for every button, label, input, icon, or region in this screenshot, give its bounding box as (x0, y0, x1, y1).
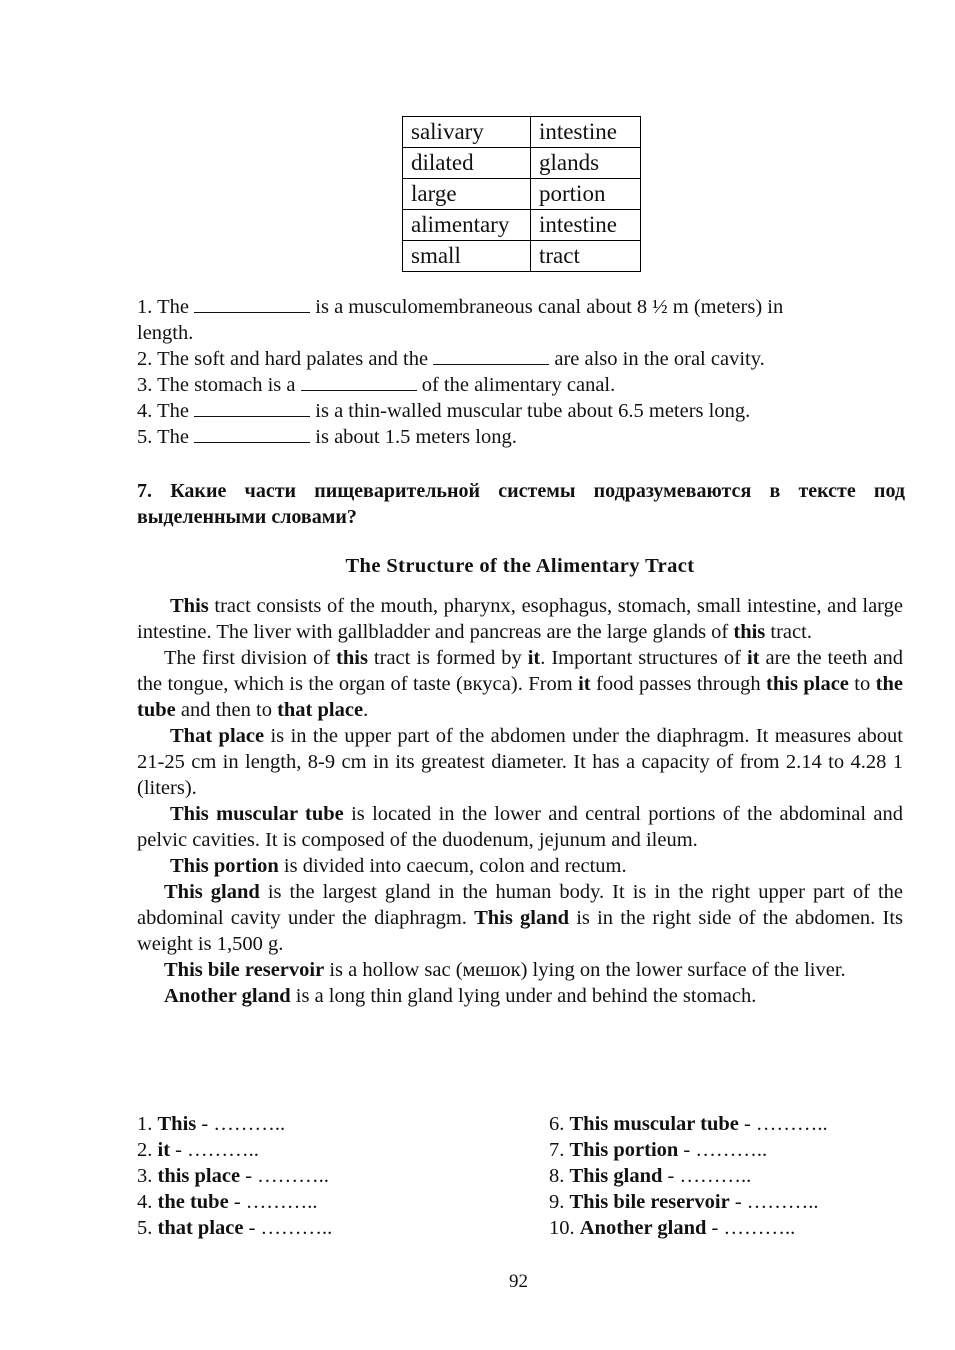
answer-dots: - ……….. (706, 1217, 796, 1239)
text: . (363, 699, 369, 721)
text: . Important structures of (540, 647, 747, 669)
paragraph (137, 957, 903, 983)
highlight: the tube (137, 673, 903, 721)
paragraph (137, 593, 903, 645)
highlight: This portion (170, 855, 279, 877)
page-number: 92 (509, 1271, 528, 1292)
answer-term: This (157, 1113, 197, 1135)
answer-list-right (549, 1111, 828, 1241)
answer-term: this place (157, 1165, 241, 1187)
table-row (403, 241, 641, 272)
answer-term: This portion (569, 1139, 679, 1161)
answer-dots: - ……….. (240, 1165, 329, 1187)
answer-item (549, 1163, 828, 1189)
answer-item (137, 1163, 332, 1189)
text: is the largest gland in the human body. It is in the right upper part of the abdominal cavity under the diaphragm. (137, 881, 903, 929)
table-cell: intestine (531, 117, 641, 148)
answer-dots: - ……….. (662, 1165, 752, 1187)
text: are the teeth and the tongue, which is the organ of taste (вкуса). From (137, 647, 903, 695)
item-rest: is about 1.5 meters long. (315, 426, 517, 448)
answer-term: This muscular tube (569, 1113, 739, 1135)
answer-item (137, 1189, 332, 1215)
exercise-item (137, 372, 905, 398)
answer-number: 7. (549, 1139, 570, 1161)
highlight: Another gland (164, 985, 291, 1007)
table-cell: tract (531, 241, 641, 272)
exercise-item (137, 294, 905, 320)
table-cell: intestine (531, 210, 641, 241)
answer-term: that place (157, 1217, 244, 1239)
highlight: it (746, 647, 760, 669)
paragraph (137, 645, 903, 723)
text: to (848, 673, 876, 695)
text: tract is formed by (367, 647, 528, 669)
blank-line (194, 398, 310, 417)
blank-line (301, 372, 417, 391)
item-start: 3. The stomach is a (137, 374, 296, 396)
paragraph (137, 983, 903, 1009)
reading-text (137, 593, 903, 1009)
paragraph (137, 723, 903, 801)
answer-term: Another gland (579, 1217, 707, 1239)
highlight: this (336, 647, 368, 669)
text: is a long thin gland lying under and behind the stomach. (290, 985, 757, 1007)
text: is in the upper part of the abdomen under the diaphragm. It measures about 21-25 cm in length, 8-9 cm in its greatest diameter. It has a capacity of from 2.14 to 4.28 1 (liters). (137, 725, 903, 799)
task-7-line-2: выделенными словами? (137, 506, 357, 528)
paragraph (137, 879, 903, 957)
item-rest: of the alimentary canal. (421, 374, 616, 396)
answer-number: 3. (137, 1165, 158, 1187)
answer-number: 6. (549, 1113, 570, 1135)
blank-line (433, 346, 549, 365)
paragraph (137, 801, 903, 853)
exercise-item (137, 424, 905, 450)
highlight: This muscular tube (170, 803, 344, 825)
fill-in-exercise (137, 294, 905, 450)
text: food passes through (590, 673, 767, 695)
answer-number: 10. (549, 1217, 580, 1239)
blank-line (194, 294, 310, 313)
highlight: This gland (164, 881, 260, 903)
blank-line (194, 424, 310, 443)
item-start: 1. The (137, 296, 190, 318)
table-cell: portion (531, 179, 641, 210)
text: is located in the lower and central portions of the abdominal and pelvic cavities. It is composed of the duodenum, jejunum and ileum. (137, 803, 904, 851)
answer-item (137, 1215, 332, 1241)
highlight: This (170, 595, 209, 617)
answer-dots: - ……….. (243, 1217, 333, 1239)
item-rest: is a thin-walled muscular tube about 6.5 meters long. (315, 400, 751, 422)
answer-term: it (157, 1139, 171, 1161)
answer-item (549, 1111, 828, 1137)
answer-dots: - ……….. (678, 1139, 768, 1161)
answer-item (137, 1111, 332, 1137)
answer-list-left (137, 1111, 332, 1241)
answer-dots: - ……….. (228, 1191, 318, 1213)
highlight: it (527, 647, 541, 669)
reading-title: The Structure of the Alimentary Tract (345, 555, 695, 577)
item-rest: is a musculomembraneous canal about 8 ½ m (meters) in (315, 296, 784, 318)
highlight: That place (170, 725, 265, 747)
answer-item (137, 1137, 332, 1163)
paragraph (137, 853, 903, 879)
answer-term: This bile reservoir (569, 1191, 730, 1213)
item-start: 4. The (137, 400, 190, 422)
answer-dots: - ……….. (729, 1191, 819, 1213)
table-cell: small (403, 241, 531, 272)
answer-number: 9. (549, 1191, 570, 1213)
answer-term: This gland (569, 1165, 663, 1187)
item-rest: are also in the oral cavity. (554, 348, 765, 370)
table-row (403, 117, 641, 148)
answer-dots: - ……….. (738, 1113, 828, 1135)
exercise-item-continued: length. (137, 322, 194, 344)
answer-term: the tube (157, 1191, 229, 1213)
text: is divided into caecum, colon and rectum. (278, 855, 627, 877)
answer-dots: - ……….. (196, 1113, 286, 1135)
table-cell: salivary (403, 117, 531, 148)
table-row (403, 179, 641, 210)
highlight: that place (277, 699, 364, 721)
exercise-item (137, 346, 905, 372)
item-start: 5. The (137, 426, 190, 448)
text: tract. (765, 621, 812, 643)
task-7-line-1: 7. Какие части пищеварительной системы подразумеваются в тексте под (137, 480, 905, 502)
answer-item (549, 1215, 828, 1241)
highlight: this (733, 621, 766, 643)
text: is a hollow sac (мешок) lying on the lower surface of the liver. (324, 959, 846, 981)
highlight: This bile reservoir (164, 959, 325, 981)
answer-number: 5. (137, 1217, 158, 1239)
table-row (403, 148, 641, 179)
word-table (402, 116, 641, 272)
text: The first division of (164, 647, 337, 669)
answer-dots: - ……….. (170, 1139, 259, 1161)
highlight: it (578, 673, 591, 695)
text: is in the right side of the abdomen. Its weight is 1,500 g. (137, 907, 903, 955)
answer-item (549, 1137, 828, 1163)
exercise-item (137, 398, 905, 424)
answer-number: 8. (549, 1165, 570, 1187)
highlight: this place (766, 673, 849, 695)
answer-number: 2. (137, 1139, 158, 1161)
answer-item (549, 1189, 828, 1215)
table-cell: dilated (403, 148, 531, 179)
table-cell: alimentary (403, 210, 531, 241)
task-7-heading (137, 478, 905, 530)
table-row (403, 210, 641, 241)
text: tract consists of the mouth, pharynx, esophagus, stomach, small intestine, and large intestine. The liver with gallbladder and pancreas are the large glands of (137, 595, 903, 643)
answer-number: 1. (137, 1113, 158, 1135)
answer-number: 4. (137, 1191, 158, 1213)
highlight: This gland (474, 907, 570, 929)
table-cell: glands (531, 148, 641, 179)
table-cell: large (403, 179, 531, 210)
text: and then to (175, 699, 278, 721)
item-start: 2. The soft and hard palates and the (137, 348, 429, 370)
